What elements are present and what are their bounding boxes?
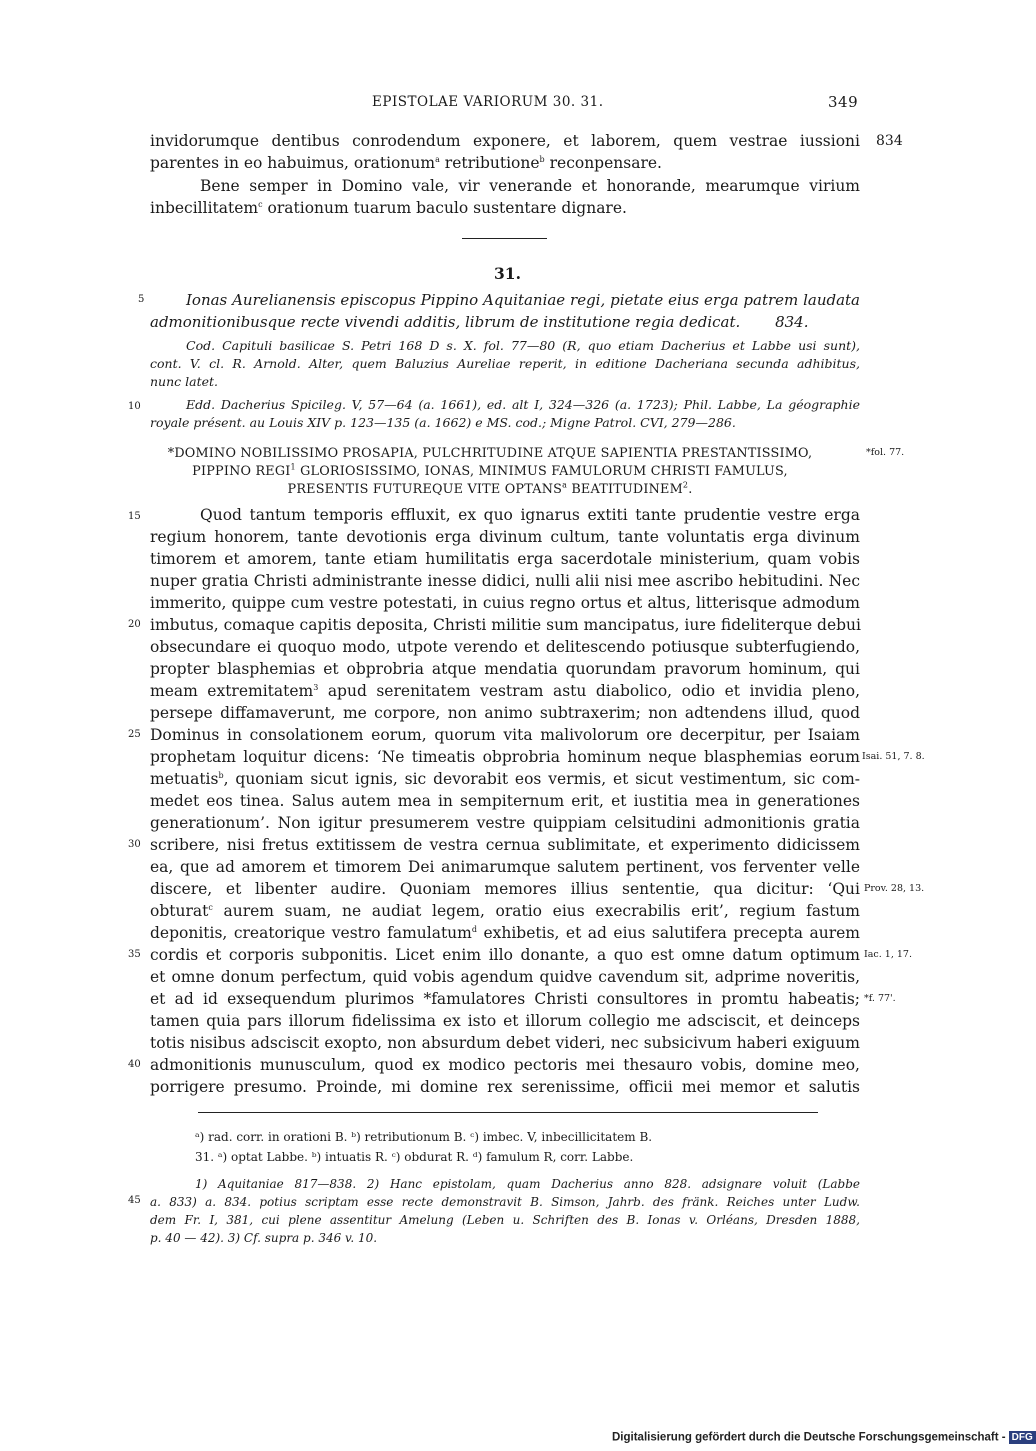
salutation-line: *DOMINO NOBILISSIMO PROSAPIA, PULCHRITUDINE ATQUE SAPIENTIA PRESTANTISSIMO, [167, 446, 813, 461]
line-number: 30 [128, 839, 141, 850]
body-line: ea, que ad amorem et timorem Dei animarumque salutem pertinent, vos ferventer velle [150, 858, 860, 876]
body-line: meam extremitatem$^3$ apud serenitatem vestram astu diabolico, odio et invidia pleno, [150, 682, 860, 700]
body-line: propter blasphemias et obprobria atque mendatia quorundam pravorum hominum, qui [150, 660, 860, 678]
line-number: 40 [128, 1059, 141, 1070]
page-number: 349 [828, 93, 859, 111]
body-line: generationum’. Non igitur presumerem vestre quippiam celsitudini admonitionis gratia [150, 814, 860, 832]
body-line: Dominus in consolationem eorum, quorum vita malivolorum ore decerpitur, per Isaiam [150, 726, 860, 744]
body-line: immerito, quippe cum vestre potestati, in cuius regno ortus et altus, litterisque admodum [150, 594, 860, 612]
body-line: imbutus, comaque capitis deposita, Christi militie sum mancipatus, iure fideliterque debui [150, 616, 861, 634]
line-number: 45 [128, 1195, 141, 1206]
summary-line: Ionas Aurelianensis episcopus Pippino Aquitaniae regi, pietate eius erga patrem laudata [186, 291, 860, 309]
line-number: 20 [128, 619, 141, 630]
body-line: obturat$^c$ aurem suam, ne audiat legem, oratio eius execrabilis erit’, regium fastum [150, 902, 860, 920]
body-line: totis nisibus adsciscit exopto, non absurdum debet videri, nec subsicivum haberi exiguum [150, 1034, 860, 1052]
note-line: p. 40 — 42). 3) Cf. supra p. 346 v. 10. [150, 1231, 378, 1245]
body-line: Quod tantum temporis effluxit, ex quo ignarus extiti tante prudentie vestre erga [200, 506, 860, 524]
edition-line: Edd. Dacherius Spicileg. V, 57—64 (a. 1661), ed. alt I, 324—326 (a. 1723); Phil. Labbe, La géographie [186, 397, 860, 412]
text-line: invidorumque dentibus conrodendum exponere, et laborem, quem vestrae iussioni [150, 132, 860, 150]
running-title: EPISTOLAE VARIORUM 30. 31. [372, 94, 604, 110]
body-line: medet eos tinea. Salus autem mea in sempiternum erit, et iustitia mea in generationes [150, 792, 860, 810]
separator-rule [462, 238, 547, 239]
body-line: timorem et amorem, tante etiam humilitatis erga sacerdotale ministerium, quam vobis [150, 550, 860, 568]
folio-marker: *fol. 77. [866, 447, 905, 458]
salutation-line: PIPPINO REGI$^1$ GLORIOSISSIMO, IONAS, MINIMUS FAMULORUM CHRISTI FAMULUS, [192, 462, 788, 479]
line-number: 35 [128, 949, 141, 960]
codex-line: cont. V. cl. R. Arnold. Alter, quem Baluzius Aureliae reperit, in editione Dacheriana secunda adhibitus, [150, 356, 860, 371]
body-line: et omne donum perfectum, quid vobis agendum quidve cavendum sit, adprime noveritis, [150, 968, 860, 986]
margin-reference: Isai. 51, 7. 8. [862, 751, 925, 762]
body-line: porrigere presumo. Proinde, mi domine rex serenissime, officii mei memor et salutis [150, 1078, 860, 1096]
codex-line: nunc latet. [150, 374, 218, 389]
text-line: inbecillitatem$^c$ orationum tuarum baculo sustentare dignare. [150, 199, 627, 217]
body-line: et ad id exsequendum plurimos *famulatores Christi consultores in promtu habeatis; [150, 990, 860, 1008]
codex-line: Cod. Capituli basilicae S. Petri 168 D s. X. fol. 77—80 (R, quo etiam Dacherius et Labbe usi sunt), [186, 338, 860, 353]
edition-line: royale présent. au Louis XIV p. 123—135 (a. 1662) e MS. cod.; Migne Patrol. CVI, 279—286. [150, 415, 736, 430]
apparatus-line: ᵃ) rad. corr. in orationi B. ᵇ) retributionum B. ᶜ) imbec. V, inbecillicitatem B. [195, 1130, 653, 1144]
note-line: dem Fr. I, 381, cui plene assentitur Amelung (Leben u. Schriften des B. Ionas v. Orléans, Dresden 1888, [150, 1213, 860, 1227]
dfg-logo: DFG [1009, 1431, 1036, 1444]
footnote-rule [198, 1112, 818, 1113]
line-number: 25 [128, 729, 141, 740]
body-line: prophetam loquitur dicens: ‘Ne timeatis obprobria hominum neque blasphemias eorum [150, 748, 860, 766]
body-line: obsecundare ei quoquo modo, utpote verendo et delitescendo potiusque subterfugiendo, [150, 638, 860, 656]
body-line: regium honorem, tante devotionis erga divinum cultum, tante voluntatis erga divinum [150, 528, 860, 546]
body-line: persepe diffamaverunt, me corpore, non animo subtraxerim; non adtendens illud, quod [150, 704, 860, 722]
body-line: discere, et libenter audire. Quoniam memores illius sententie, qua dicitur: ‘Qui [150, 880, 860, 898]
body-line: nuper gratia Christi administrante inesse didici, nulli alii nisi mee ascribo hebitudini. Nec [150, 572, 860, 590]
line-number: 10 [128, 401, 141, 412]
margin-reference: Prov. 28, 13. [864, 883, 925, 894]
line-number: 5 [138, 294, 145, 305]
summary-line: admonitionibusque recte vivendi additis, librum de institutione regia dedicat. 834. [150, 313, 809, 331]
salutation-line: PRESENTIS FUTUREQUE VITE OPTANS$^a$ BEATITUDINEM$^2$. [287, 480, 693, 497]
body-line: metuatis$^b$, quoniam sicut ignis, sic devorabit eos vermis, et sicut vestimentum, sic com- [150, 770, 860, 788]
folio-marker: *f. 77'. [864, 993, 896, 1004]
body-line: cordis et corporis subponitis. Licet enim illo donante, a quo est omne datum optimum [150, 946, 860, 964]
body-line: tamen quia pars illorum fidelissima ex isto et illorum collegio me adsciscit, et deinceps [150, 1012, 860, 1030]
body-line: deponitis, creatorique vestro famulatum$^d$ exhibetis, et ad eius salutifera precepta aurem [150, 924, 860, 942]
text-line: parentes in eo habuimus, orationum$^a$ retributione$^b$ reconpensare. [150, 154, 662, 172]
digitization-credit: Digitalisierung gefördert durch die Deutsche Forschungsgemeinschaft - DFG [612, 1431, 1036, 1444]
text-line: Bene semper in Domino vale, vir venerande et honorande, mearumque virium [200, 177, 860, 195]
margin-reference: Iac. 1, 17. [864, 949, 912, 960]
note-line: a. 833) a. 834. potius scriptam esse recte demonstravit B. Simson, Jahrb. des fränk. Reiches unter Ludw. [150, 1195, 860, 1209]
margin-year: 834 [876, 133, 903, 149]
body-line: admonitionis munusculum, quod ex modico pectoris mei thesauro vobis, domine meo, [150, 1056, 860, 1074]
letter-number: 31. [494, 264, 521, 283]
body-line: scribere, nisi fretus extitissem de vestra cernua sublimitate, et experimento didicissem [150, 836, 860, 854]
apparatus-line: 31. ᵃ) optat Labbe. ᵇ) intuatis R. ᶜ) obdurat R. ᵈ) famulum R, corr. Labbe. [195, 1150, 634, 1164]
note-line: 1) Aquitaniae 817—838. 2) Hanc epistolam, quam Dacherius anno 828. adsignare voluit (Labbe [195, 1177, 860, 1191]
line-number: 15 [128, 511, 141, 522]
